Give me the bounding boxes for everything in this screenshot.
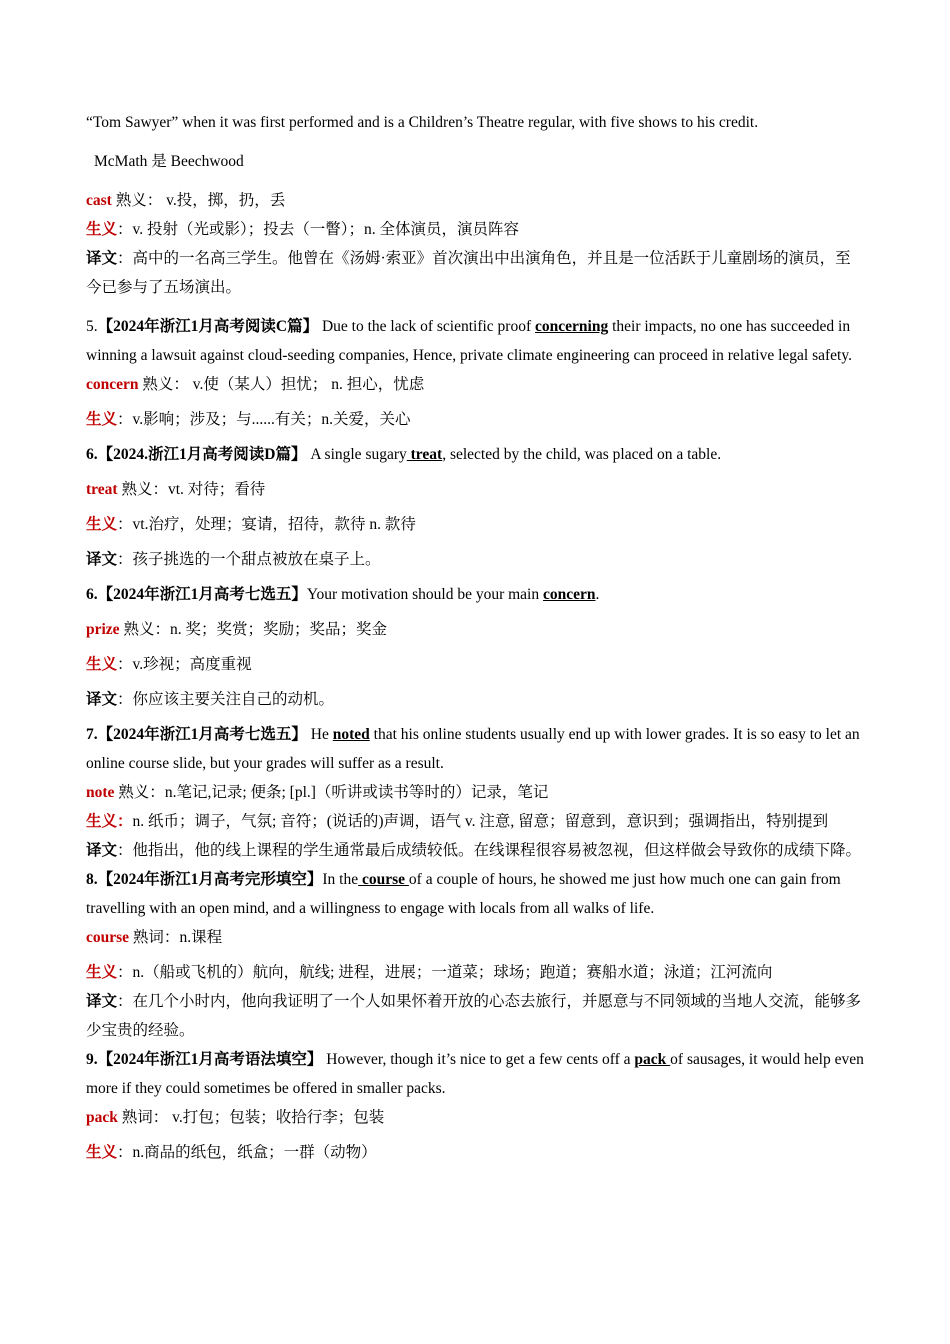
source-label: 【2024年浙江1月高考完形填空】 bbox=[97, 871, 323, 888]
source-label: 【2024年浙江1月高考七选五】 bbox=[97, 726, 307, 743]
new-meaning-concern: 生义：v.影响；涉及；与......有关；n.关爱，关心 bbox=[86, 411, 411, 428]
familiar-meaning-cast: cast 熟义： v.投，掷，扔，丢 bbox=[86, 192, 286, 209]
familiar-meaning-concern: concern 熟义： v.使（某人）担忧； n. 担心，忧虑 bbox=[86, 376, 425, 393]
new-meaning-cast: 生义：v. 投射（光或影）；投去（一瞥）；n. 全体演员，演员阵容 bbox=[86, 221, 520, 238]
key-word: concerning bbox=[535, 318, 609, 335]
document-page bbox=[86, 108, 866, 1167]
question-7: 7.【2024年浙江1月高考七选五】 He noted that his online students usually end up with lower grades. It is so easy to let an online course slide, but your grades will suffer as a result. bbox=[86, 726, 860, 772]
translation-cast: 译文：高中的一名高三学生。他曾在《汤姆·索亚》首次演出中出演角色，并且是一位活跃于儿童剧场的演员，至今已参与了五场演出。 bbox=[86, 250, 851, 296]
translation-prize: 译文：你应该主要关注自己的动机。 bbox=[86, 691, 335, 708]
source-label: 【2024.浙江1月高考阅读D篇】 bbox=[97, 446, 307, 463]
new-meaning-course: 生义：n.（船或飞机的）航向，航线; 进程，进展；一道菜；球场；跑道；赛船水道；泳道；江河流向 bbox=[86, 964, 773, 981]
question-5: 5.【2024年浙江1月高考阅读C篇】 Due to the lack of scientific proof concerning their impacts, no one has succeeded in winning a lawsuit against cloud-seeding companies, Hence, private climate engineering can proceed in relative legal safety. bbox=[86, 318, 852, 364]
key-word: noted bbox=[332, 726, 370, 743]
source-label: 【2024年浙江1月高考语法填空】 bbox=[97, 1051, 323, 1068]
question-9: 9.【2024年浙江1月高考语法填空】 However, though it’s nice to get a few cents off a pack of sausages, it would help even more if they could sometimes be offered in smaller packs. bbox=[86, 1051, 864, 1097]
source-label: 【2024年浙江1月高考七选五】 bbox=[97, 586, 307, 603]
question-6-prize: 6.【2024年浙江1月高考七选五】Your motivation should be your main concern. bbox=[86, 586, 600, 603]
source-label: 【2024年浙江1月高考阅读C篇】 bbox=[97, 318, 319, 335]
intro-line: “Tom Sawyer” when it was first performed and is a Children’s Theatre regular, with five shows to his credit. bbox=[86, 114, 759, 131]
translation-treat: 译文：孩子挑选的一个甜点被放在桌子上。 bbox=[86, 551, 381, 568]
translation-course: 译文：在几个小时内，他向我证明了一个人如果怀着开放的心态去旅行，并愿意与不同领域的当地人交流，能够多少宝贵的经验。 bbox=[86, 993, 862, 1039]
key-word: course bbox=[358, 871, 409, 888]
new-meaning-treat: 生义：vt.治疗，处理；宴请，招待，款待 n. 款待 bbox=[86, 516, 416, 533]
key-word: pack bbox=[634, 1051, 671, 1068]
familiar-meaning-prize: prize 熟义：n. 奖；奖赏；奖励；奖品；奖金 bbox=[86, 621, 387, 638]
vocab-word: cast bbox=[86, 192, 112, 209]
new-meaning-pack: 生义：n.商品的纸包，纸盒；一群（动物） bbox=[86, 1144, 377, 1161]
key-word: concern bbox=[542, 586, 596, 603]
familiar-meaning-pack: pack 熟词： v.打包；包装；收拾行李；包装 bbox=[86, 1109, 385, 1126]
translation-note: 译文：他指出，他的线上课程的学生通常最后成绩较低。在线课程很容易被忽视，但这样做会导致你的成绩下降。 bbox=[86, 842, 862, 859]
question-8: 8.【2024年浙江1月高考完形填空】In the course of a couple of hours, he showed me just how much one can gain from travelling with an open mind, and a willingness to engage with locals from all walks of life. bbox=[86, 871, 841, 917]
new-meaning-prize: 生义：v.珍视；高度重视 bbox=[86, 656, 252, 673]
familiar-meaning-course: course 熟词：n.课程 bbox=[86, 929, 223, 946]
familiar-meaning-treat: treat 熟义：vt. 对待；看待 bbox=[86, 481, 266, 498]
familiar-meaning-note: note 熟义：n.笔记,记录; 便条; [pl.]（听讲或读书等时的）记录，笔记 bbox=[86, 784, 549, 801]
new-meaning-note: 生义：n. 纸币；调子，气氛; 音符；(说话的)声调，语气 v. 注意, 留意；留意到，意识到；强调指出，特别提到 bbox=[86, 813, 829, 830]
key-word: treat bbox=[406, 446, 443, 463]
question-6-treat: 6.【2024.浙江1月高考阅读D篇】 A single sugary treat, selected by the child, was placed on a table. bbox=[86, 446, 722, 463]
intro-note: McMath 是 Beechwood bbox=[94, 153, 244, 170]
